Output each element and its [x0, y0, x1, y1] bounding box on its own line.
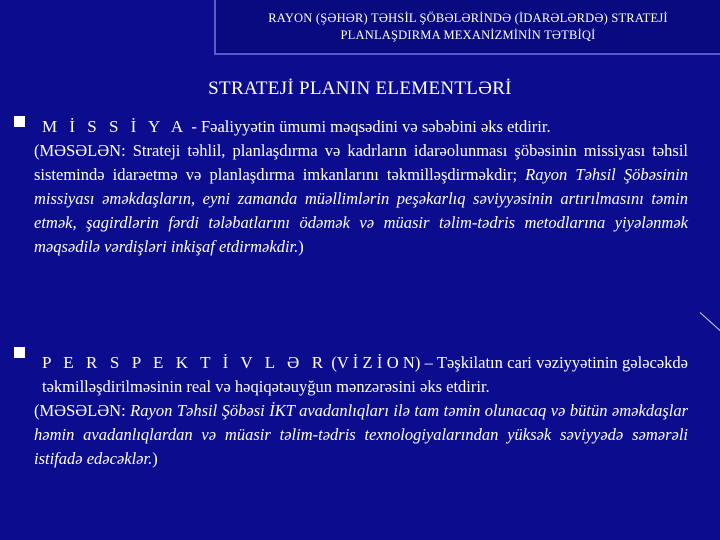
vision-example [34, 399, 688, 471]
mission-label: M İ S S İ Y A [42, 117, 188, 136]
page-title: STRATEJİ PLANIN ELEMENTLƏRİ [208, 78, 512, 99]
bullet-vision [14, 347, 25, 358]
vision-block [34, 351, 688, 471]
vision-definition [42, 351, 688, 399]
vision-example-italic: Rayon Təhsil Şöbəsi İKT avadanlıqları ilə tam təmin olunacaq və bütün əməkdaşlar həmin avadanlıqlardan və müasir təlim-tədris texnologiyalarından yüksək səviyyədə səmərəli istifadə edəcəklər. [34, 401, 688, 468]
header-line-1: RAYON (ŞƏHƏR) TƏHSİL ŞÖBƏLƏRİNDƏ (İDARƏLƏRDƏ) STRATEJİ [268, 11, 668, 25]
mission-definition [42, 115, 688, 139]
vision-label-paren: (V İ Z İ O N) [327, 353, 421, 372]
vision-definition-text: – Təşkilatın cari vəziyyətinin gələcəkdə təkmilləşdirilməsinin real və həqiqətəuyğun mənzərəsini əks etdirir. [42, 353, 688, 396]
vision-example-prefix: (MƏSƏLƏN: [34, 401, 131, 420]
bullet-mission [14, 116, 25, 127]
decorative-line [700, 312, 720, 340]
header-box [214, 0, 720, 55]
mission-example-suffix: ) [298, 237, 304, 256]
vision-label: P E R S P E K T İ V L Ə R [42, 353, 328, 372]
mission-definition-text: - Fəaliyyətin ümumi məqsədini və səbəbini əks etdirir. [187, 117, 551, 136]
mission-example-prefix: (MƏSƏLƏN: Strateji təhlil, planlaşdırma və kadrların idarəolunması şöbəsinin missiyası təhsil sistemində idarəetmə və planlaşdırma imkanlarını təkmilləşdirməkdir; [34, 141, 688, 184]
mission-example-italic: Rayon Təhsil Şöbəsinin missiyası əməkdaşların, eyni zamanda müəllimlərin peşəkarlıq səviyyəsinin artırılmasını təmin etmək, şagirdlərin fərdi tələbatlarını ödəmək və müasir təlim-tədris metodlarına yiyələnmək məqsədilə vərdişləri inkişaf etdirməkdir. [34, 165, 688, 256]
vision-example-suffix: ) [152, 449, 158, 468]
mission-block [34, 115, 688, 259]
mission-example [34, 139, 688, 259]
header-line-2: PLANLAŞDIRMA MEXANİZMİNİN TƏTBİQİ [340, 28, 596, 42]
